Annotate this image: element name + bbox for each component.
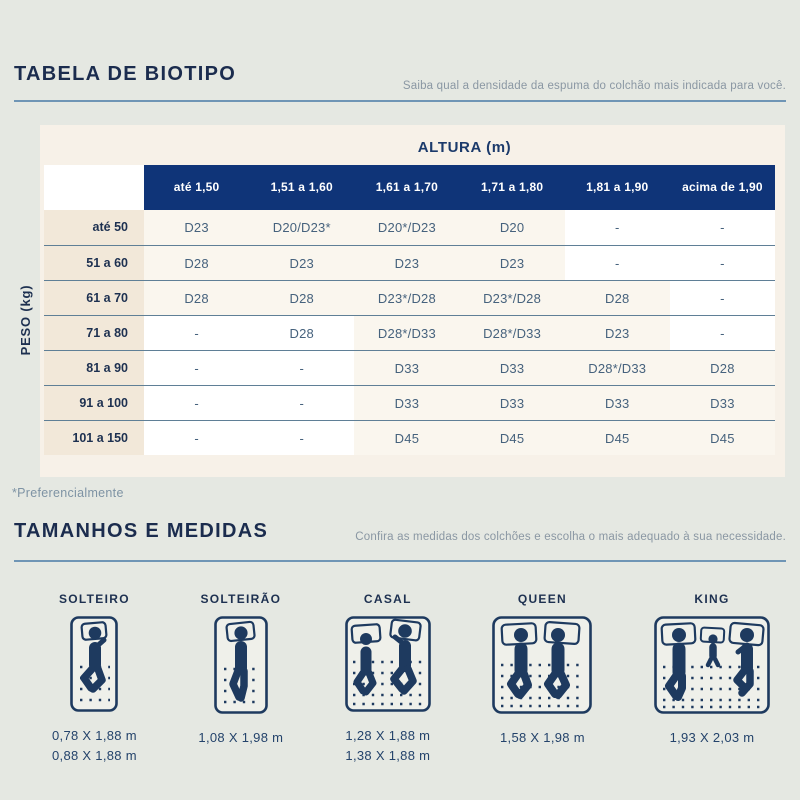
sizes-section-title: TAMANHOS E MEDIDAS [14, 520, 269, 542]
column-header: até 1,50 [144, 165, 249, 210]
row-label: 101 a 150 [44, 420, 144, 455]
table-cell: D33 [670, 385, 775, 420]
row-label: até 50 [44, 210, 144, 245]
size-dim-line: 0,78 X 1,88 m [52, 728, 137, 743]
table-cell: D28 [670, 350, 775, 385]
table-cell: - [144, 420, 249, 455]
column-header: 1,51 a 1,60 [249, 165, 354, 210]
table-cell: - [565, 245, 670, 280]
table-cell: - [144, 350, 249, 385]
table-cell: D23 [144, 210, 249, 245]
size-dim-line: 1,38 X 1,88 m [345, 747, 431, 763]
size-name: SOLTEIRO [58, 592, 130, 606]
table-cell: - [144, 315, 249, 350]
table-cell: D45 [354, 420, 459, 455]
table-cell: D45 [670, 420, 775, 455]
size-dim-line: 1,28 X 1,88 m [345, 728, 431, 743]
table-cell: - [670, 315, 775, 350]
size-card-solteirao [198, 592, 283, 748]
size-dimensions [52, 726, 137, 765]
size-dimensions [198, 728, 283, 748]
size-dimensions [500, 728, 585, 748]
size-name: QUEEN [517, 592, 568, 606]
size-name: CASAL [363, 592, 412, 606]
solteiro-mattress-icon [70, 616, 118, 712]
size-dim-line: 1,93 X 2,03 m [669, 730, 755, 745]
king-mattress-icon [654, 616, 770, 714]
table-cell: - [670, 210, 775, 245]
biotype-section-title: TABELA DE BIOTIPO [14, 63, 237, 85]
column-header: 1,61 a 1,70 [354, 165, 459, 210]
size-name: KING [694, 592, 730, 606]
row-label: 61 a 70 [44, 280, 144, 315]
solteirao-mattress-icon [214, 616, 268, 714]
table-cell: D20/D23* [249, 210, 354, 245]
table-cell: D28*/D33 [459, 315, 564, 350]
table-cell: D45 [459, 420, 564, 455]
biotype-table [40, 125, 785, 477]
size-dim-line: 1,58 X 1,98 m [500, 730, 585, 745]
section-divider [14, 560, 786, 562]
table-cell: - [670, 245, 775, 280]
sizes-section-subtitle: Confira as medidas dos colchões e escolha o mais adequado à sua necessidade. [355, 531, 786, 543]
table-cell: D33 [459, 385, 564, 420]
table-cell: D20 [459, 210, 564, 245]
table-cell: - [144, 385, 249, 420]
table-cell: D23 [249, 245, 354, 280]
table-cell: D33 [459, 350, 564, 385]
size-dimensions [345, 726, 430, 765]
table-cell: D28 [144, 280, 249, 315]
table-cell: D28 [565, 280, 670, 315]
column-header: 1,81 a 1,90 [565, 165, 670, 210]
biotype-section-subtitle: Saiba qual a densidade da espuma do colchão mais indicada para você. [402, 80, 786, 92]
size-card-solteiro [52, 592, 137, 765]
table-cell: D23*/D28 [459, 280, 564, 315]
size-card-queen [492, 592, 592, 748]
table-cell: - [565, 210, 670, 245]
mattress-sizes [52, 592, 770, 765]
table-cell: D28*/D33 [354, 315, 459, 350]
table-cell: D45 [565, 420, 670, 455]
queen-mattress-icon [492, 616, 592, 714]
size-dim-line: 1,08 X 1,98 m [198, 730, 284, 745]
table-cell: - [670, 280, 775, 315]
table-cell: D23*/D28 [354, 280, 459, 315]
size-name: SOLTEIRÃO [200, 592, 282, 606]
table-cell: D28 [249, 315, 354, 350]
row-label: 81 a 90 [44, 350, 144, 385]
table-cell: D23 [565, 315, 670, 350]
size-card-king [654, 592, 770, 748]
table-cell: D23 [354, 245, 459, 280]
section-divider [14, 100, 786, 102]
height-axis-label: ALTURA (m) [417, 139, 512, 156]
size-card-casal [345, 592, 431, 765]
table-cell: D23 [459, 245, 564, 280]
size-dim-line: 0,88 X 1,88 m [52, 747, 137, 763]
table-cell: D33 [354, 385, 459, 420]
table-cell: D33 [565, 385, 670, 420]
table-corner [44, 165, 144, 210]
table-cell: - [249, 420, 354, 455]
row-label: 91 a 100 [44, 385, 144, 420]
table-cell: - [249, 385, 354, 420]
column-header: 1,71 a 1,80 [459, 165, 564, 210]
table-cell: D20*/D23 [354, 210, 459, 245]
column-header: acima de 1,90 [670, 165, 775, 210]
table-cell: D28*/D33 [565, 350, 670, 385]
casal-mattress-icon [345, 616, 431, 712]
size-dimensions [670, 728, 755, 748]
table-cell: D28 [144, 245, 249, 280]
table-cell: D28 [249, 280, 354, 315]
table-cell: D33 [354, 350, 459, 385]
table-cell: - [249, 350, 354, 385]
row-label: 51 a 60 [44, 245, 144, 280]
weight-axis-label: PESO (kg) [18, 284, 33, 356]
row-label: 71 a 80 [44, 315, 144, 350]
biotype-grid [44, 165, 775, 455]
footnote: *Preferencialmente [12, 486, 124, 500]
